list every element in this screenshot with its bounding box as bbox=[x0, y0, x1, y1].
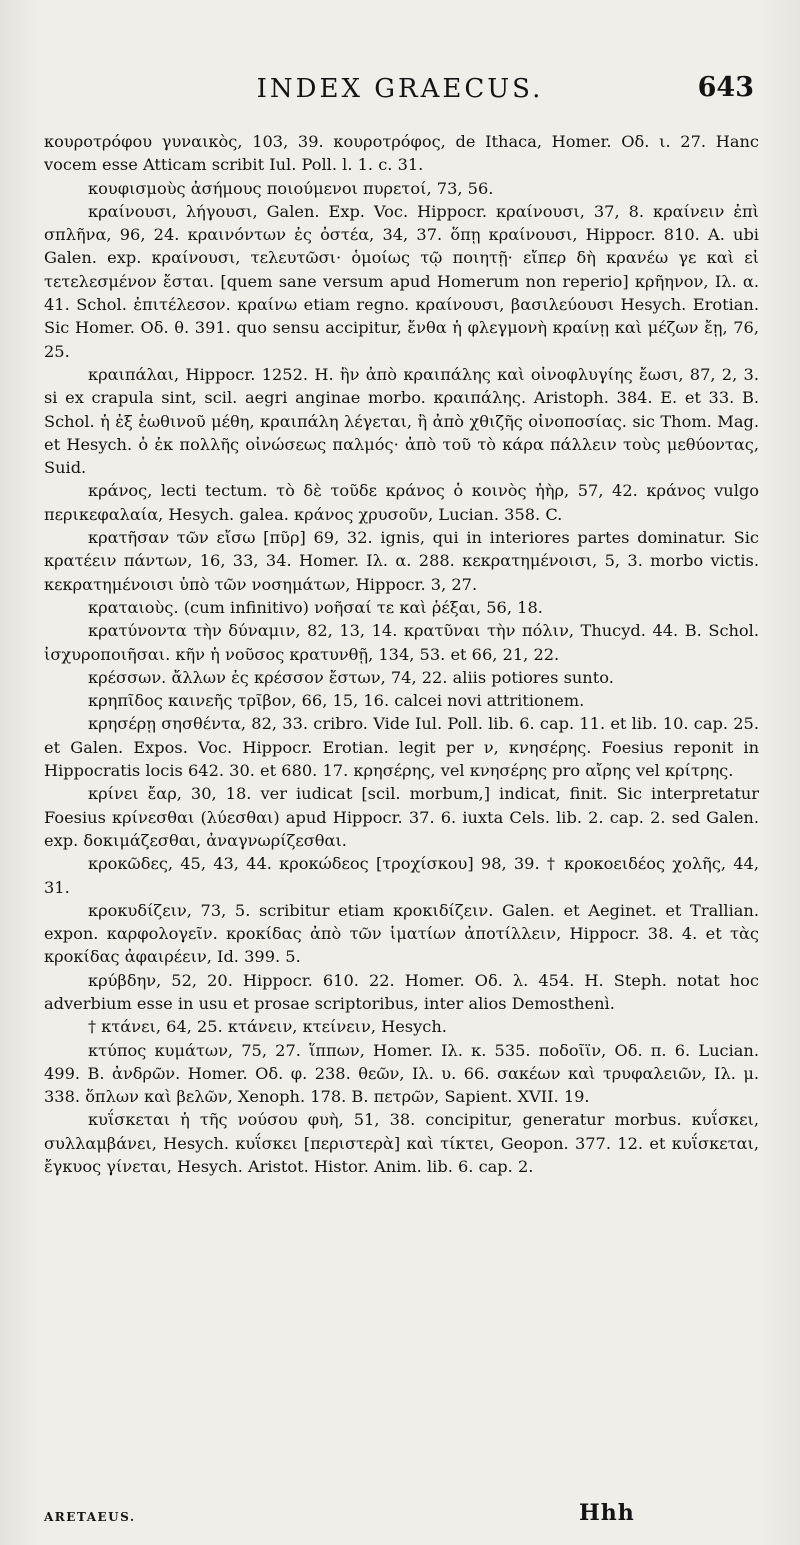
index-entries bbox=[44, 130, 759, 1178]
index-entry: κρατύνοντα τὴν δύναμιν, 82, 13, 14. κρατῦναι τὴν πόλιν, Thucyd. 44. B. Schol. ἰσχυροποιῆσαι. κῆν ἡ νοῦσος κρατυνθῇ, 134, 53. et 66, 21, 22. bbox=[44, 621, 759, 664]
index-entry: κραίνουσι, λήγουσι, Galen. Exp. Voc. Hippocr. κραίνουσι, 37, 8. κραίνειν ἐπὶ σπλῆνα, 96, 24. κραινόντων ἐς ὀστέα, 34, 37. ὅπῃ κραίνουσι, Hippocr. 810. A. ubi Galen. exp. κραίνουσι, τελευτῶσι· ὁμοίως τῷ ποιητῇ· εἴπερ δὴ κρανέω γε καὶ εἰ τετελεσμένον ἔσται. [quem sane versum apud Homerum non reperio] κρῆηνον, Ιλ. α. 41. Schol. ἐπιτέλεσον. κραίνω etiam regno. κραίνουσι, βασιλεύουσι Hesych. Erotian. Sic Homer. Οδ. θ. 391. quo sensu accipitur, ἔνθα ἡ φλεγμονὴ κραίνῃ καὶ μέζων ἔῃ, 76, 25. bbox=[44, 201, 759, 361]
index-entry: κρατῆσαν τῶν εἴσω [πῦρ] 69, 32. ignis, qui in interiores partes dominatur. Sic κρατέειν πάντων, 16, 33, 34. Homer. Ιλ. α. 288. κεκρατημένοισι, 5, 3. morbo victis. κεκρατημένοισι ὑπὸ τῶν νοσημάτων, Hippocr. 3, 27. bbox=[44, 528, 759, 594]
index-entry: κουροτρόφου γυναικὸς, 103, 39. κουροτρόφος, de Ithaca, Homer. Οδ. ι. 27. Hanc vocem esse Atticam scribit Iul. Poll. l. 1. c. 31. bbox=[44, 132, 759, 175]
gathering-mark: Hhh bbox=[579, 1500, 635, 1526]
index-entry: κραταιοὺς. (cum infinitivo) νοῆσαί τε καὶ ῥέξαι, 56, 18. bbox=[88, 597, 543, 617]
footer-signature: ARETAEUS. bbox=[44, 1510, 136, 1524]
index-entry: κροκυδίζειν, 73, 5. scribitur etiam κροκιδίζειν. Galen. et Aeginet. et Trallian. expon. καρφολογεῖν. κροκίδας ἀπὸ τῶν ἱματίων ἀποτίλλειν, Hippocr. 38. 4. et τὰς κροκίδας ἀφαιρέειν, Id. 399. 5. bbox=[44, 900, 759, 967]
index-entry: κουφισμοὺς ἀσήμους ποιούμενοι πυρετοί, 73, 56. bbox=[88, 178, 494, 198]
index-entry: κρηπῖδος καινεῆς τρῖβον, 66, 15, 16. calcei novi attritionem. bbox=[88, 691, 585, 711]
page-footer bbox=[44, 1500, 759, 1530]
page-header bbox=[40, 70, 760, 116]
index-entry: κτύπος κυμάτων, 75, 27. ἵππων, Homer. Ιλ. κ. 535. ποδοῖϊν, Οδ. π. 6. Lucian. 499. B. ἀνδρῶν. Homer. Οδ. φ. 238. θεῶν, Ιλ. υ. 66. σακέων καὶ τρυφαλειῶν, Ιλ. μ. 338. ὅπλων καὶ βελῶν, Xenoph. 178. B. πετρῶν, Sapient. XVII. 19. bbox=[44, 1040, 759, 1107]
index-entry: κρέσσων. ἄλλων ἐς κρέσσον ἔστων, 74, 22. aliis potiores sunto. bbox=[88, 667, 614, 687]
index-entry: κράνος, lecti tectum. τὸ δὲ τοῦδε κράνος ὁ κοινὸς ἠὴρ, 57, 42. κράνος vulgo περικεφαλαία, Hesych. galea. κράνος χρυσοῦν, Lucian. 358. C. bbox=[44, 481, 759, 524]
page-number: 643 bbox=[697, 72, 754, 103]
running-title: INDEX GRAECUS. bbox=[256, 74, 544, 104]
index-entry: κρησέρῃ σησθέντα, 82, 33. cribro. Vide Iul. Poll. lib. 6. cap. 11. et lib. 10. cap. 25. et Galen. Expos. Voc. Hippocr. Erotian. legit per ν, κνησέρης. Foesius reponit in Hippocratis locis 642. 30. et 680. 17. κρησέρης, vel κνησέρης pro αἴρης vel κρίτρης. bbox=[44, 714, 759, 781]
index-entry: κρίνει ἔαρ, 30, 18. ver iudicat [scil. morbum,] indicat, finit. Sic interpretatur Foesius κρίνεσθαι (λύεσθαι) apud Hippocr. 37. 6. iuxta Cels. lib. 2. cap. 2. sed Galen. exp. δοκιμάζεσθαι, ἀναγνωρίζεσθαι. bbox=[44, 784, 759, 850]
index-entry: † κτάνει, 64, 25. κτάνειν, κτείνειν, Hesych. bbox=[88, 1017, 447, 1037]
index-entry: κροκῶδες, 45, 43, 44. κροκώδεος [τροχίσκου] 98, 39. † κροκοειδέος χολῆς, 44, 31. bbox=[44, 854, 759, 897]
index-entry: κυΐσκεται ἡ τῆς νούσου φυὴ, 51, 38. concipitur, generatur morbus. κυΐσκει, συλλαμβάνει, Hesych. κυΐσκει [περιστερὰ] καὶ τίκτει, Geopon. 377. 12. et κυΐσκεται, ἔγκυος γίνεται, Hesych. Aristot. Histor. Anim. lib. 6. cap. 2. bbox=[44, 1110, 759, 1177]
index-entry: κραιπάλαι, Hippocr. 1252. H. ἢν ἀπὸ κραιπάλης καὶ οἰνοφλυγίης ἔωσι, 87, 2, 3. si ex crapula sint, scil. aegri anginae morbo. κραιπάλης. Aristoph. 384. E. et 33. B. Schol. ἡ ἐξ ἑωθινοῦ μέθη, κραιπάλη λέγεται, ἢ ἀπὸ χθιζῆς οἰνοποσίας. sic Thom. Mag. et Hesych. ὁ ἐκ πολλῆς οἰνώσεως παλμός· ἀπὸ τοῦ τὸ κάρα πάλλειν τοὺς μεθύοντας, Suid. bbox=[44, 364, 759, 478]
index-entry: κρύβδην, 52, 20. Hippocr. 610. 22. Homer. Οδ. λ. 454. H. Steph. notat hoc adverbium esse in usu et prosae scriptoribus, inter alios Demosthenì. bbox=[44, 970, 759, 1013]
